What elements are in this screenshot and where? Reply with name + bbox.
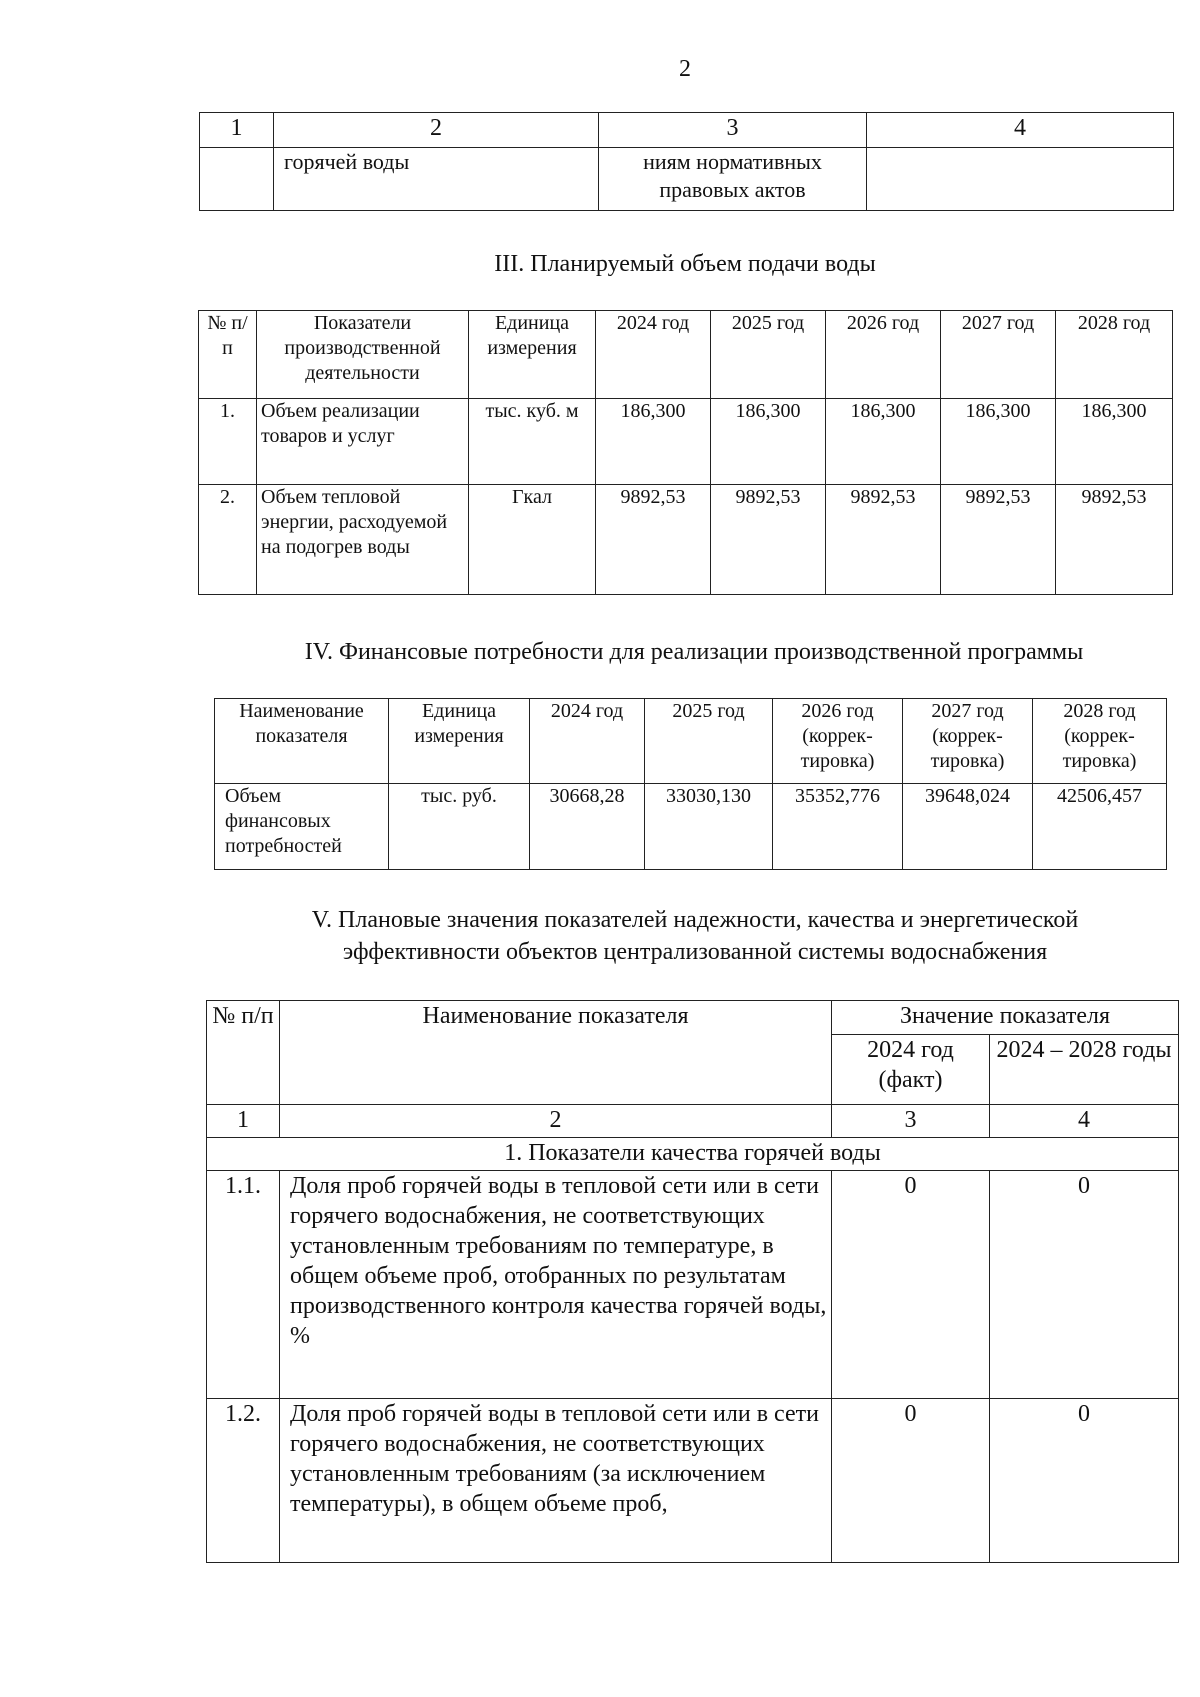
page-number: 2: [679, 56, 691, 82]
indicator-name: Объем реализации товаров и услуг: [257, 399, 469, 485]
value-cell: 42506,457: [1033, 784, 1167, 870]
numbering-cell: 3: [832, 1105, 990, 1138]
section-5-title-line1: V. Плановые значения показателей надежности, качества и энергетической: [311, 907, 1079, 933]
value-cell: 186,300: [711, 399, 826, 485]
header-cell: 2027 год (коррек-тировка): [903, 699, 1033, 784]
value-cell: 186,300: [1056, 399, 1173, 485]
indicator-name: Объем тепловой энергии, расходуемой на подогрев воды: [257, 485, 469, 595]
value-2024-2028: 0: [990, 1399, 1179, 1563]
header-value-group: Значение показателя: [832, 1001, 1179, 1035]
value-cell: 186,300: [941, 399, 1056, 485]
value-cell: 9892,53: [596, 485, 711, 595]
value-cell: 9892,53: [1056, 485, 1173, 595]
section-3-title: III. Планируемый объем подачи воды: [494, 251, 876, 277]
table-cell: [200, 148, 274, 211]
indicator-text: Доля проб горячей воды в тепловой сети или в сети горячего водоснабжения, не соответствующих установленным требованиям по температуре, в общем объеме проб, отобранных по результатам производственного контроля качества горячей воды, %: [280, 1171, 832, 1399]
value-cell: 9892,53: [941, 485, 1056, 595]
header-cell: Показатели производственной деятельности: [257, 311, 469, 399]
header-cell: 2028 год (коррек-тировка): [1033, 699, 1167, 784]
header-cell: 1: [200, 113, 274, 148]
numbering-cell: 4: [990, 1105, 1179, 1138]
header-cell: 2027 год: [941, 311, 1056, 399]
indicators-table: [206, 1000, 1179, 1563]
section-5-title-line2: эффективности объектов централизованной системы водоснабжения: [342, 939, 1048, 965]
indicator-name: Объем финансовых потребностей: [215, 784, 389, 870]
row-number: 2.: [199, 485, 257, 595]
value-cell: 39648,024: [903, 784, 1033, 870]
section-4-title: IV. Финансовые потребности для реализации производственной программы: [304, 639, 1084, 665]
table-cell: ниям нормативных правовых актов: [599, 148, 867, 211]
header-cell: Единица измерения: [389, 699, 530, 784]
table-cell: [867, 148, 1174, 211]
unit-cell: тыс. руб.: [389, 784, 530, 870]
value-2024-2028: 0: [990, 1171, 1179, 1399]
value-2024: 0: [832, 1171, 990, 1399]
water-supply-table: [198, 310, 1173, 595]
header-cell: 2026 год (коррек-тировка): [773, 699, 903, 784]
value-cell: 9892,53: [826, 485, 941, 595]
header-name: Наименование показателя: [280, 1001, 832, 1105]
header-2024-2028: 2024 – 2028 годы: [990, 1035, 1179, 1105]
row-number: 1.2.: [207, 1399, 280, 1563]
header-cell: 2028 год: [1056, 311, 1173, 399]
header-cell: 2026 год: [826, 311, 941, 399]
header-cell: 4: [867, 113, 1174, 148]
value-cell: 33030,130: [645, 784, 773, 870]
header-cell: Наименование показателя: [215, 699, 389, 784]
row-number: 1.1.: [207, 1171, 280, 1399]
header-cell: 2025 год: [711, 311, 826, 399]
header-cell: 2024 год: [596, 311, 711, 399]
group-title: 1. Показатели качества горячей воды: [207, 1138, 1179, 1171]
header-cell: 2024 год: [530, 699, 645, 784]
table-cell: горячей воды: [274, 148, 599, 211]
value-cell: 9892,53: [711, 485, 826, 595]
continuation-table: [199, 112, 1174, 211]
value-cell: 186,300: [826, 399, 941, 485]
financial-needs-table: [214, 698, 1167, 870]
unit-cell: Гкал: [469, 485, 596, 595]
indicator-text: Доля проб горячей воды в тепловой сети или в сети горячего водоснабжения, не соответствующих установленным требованиям (за исключением температуры), в общем объеме проб,: [280, 1399, 832, 1563]
header-number: № п/п: [207, 1001, 280, 1105]
header-cell: 2: [274, 113, 599, 148]
header-2024-fact: 2024 год (факт): [832, 1035, 990, 1105]
header-cell: Единица измерения: [469, 311, 596, 399]
header-cell: № п/п: [199, 311, 257, 399]
header-cell: 2025 год: [645, 699, 773, 784]
numbering-cell: 2: [280, 1105, 832, 1138]
numbering-cell: 1: [207, 1105, 280, 1138]
value-cell: 30668,28: [530, 784, 645, 870]
row-number: 1.: [199, 399, 257, 485]
header-cell: 3: [599, 113, 867, 148]
value-cell: 186,300: [596, 399, 711, 485]
value-2024: 0: [832, 1399, 990, 1563]
unit-cell: тыс. куб. м: [469, 399, 596, 485]
value-cell: 35352,776: [773, 784, 903, 870]
